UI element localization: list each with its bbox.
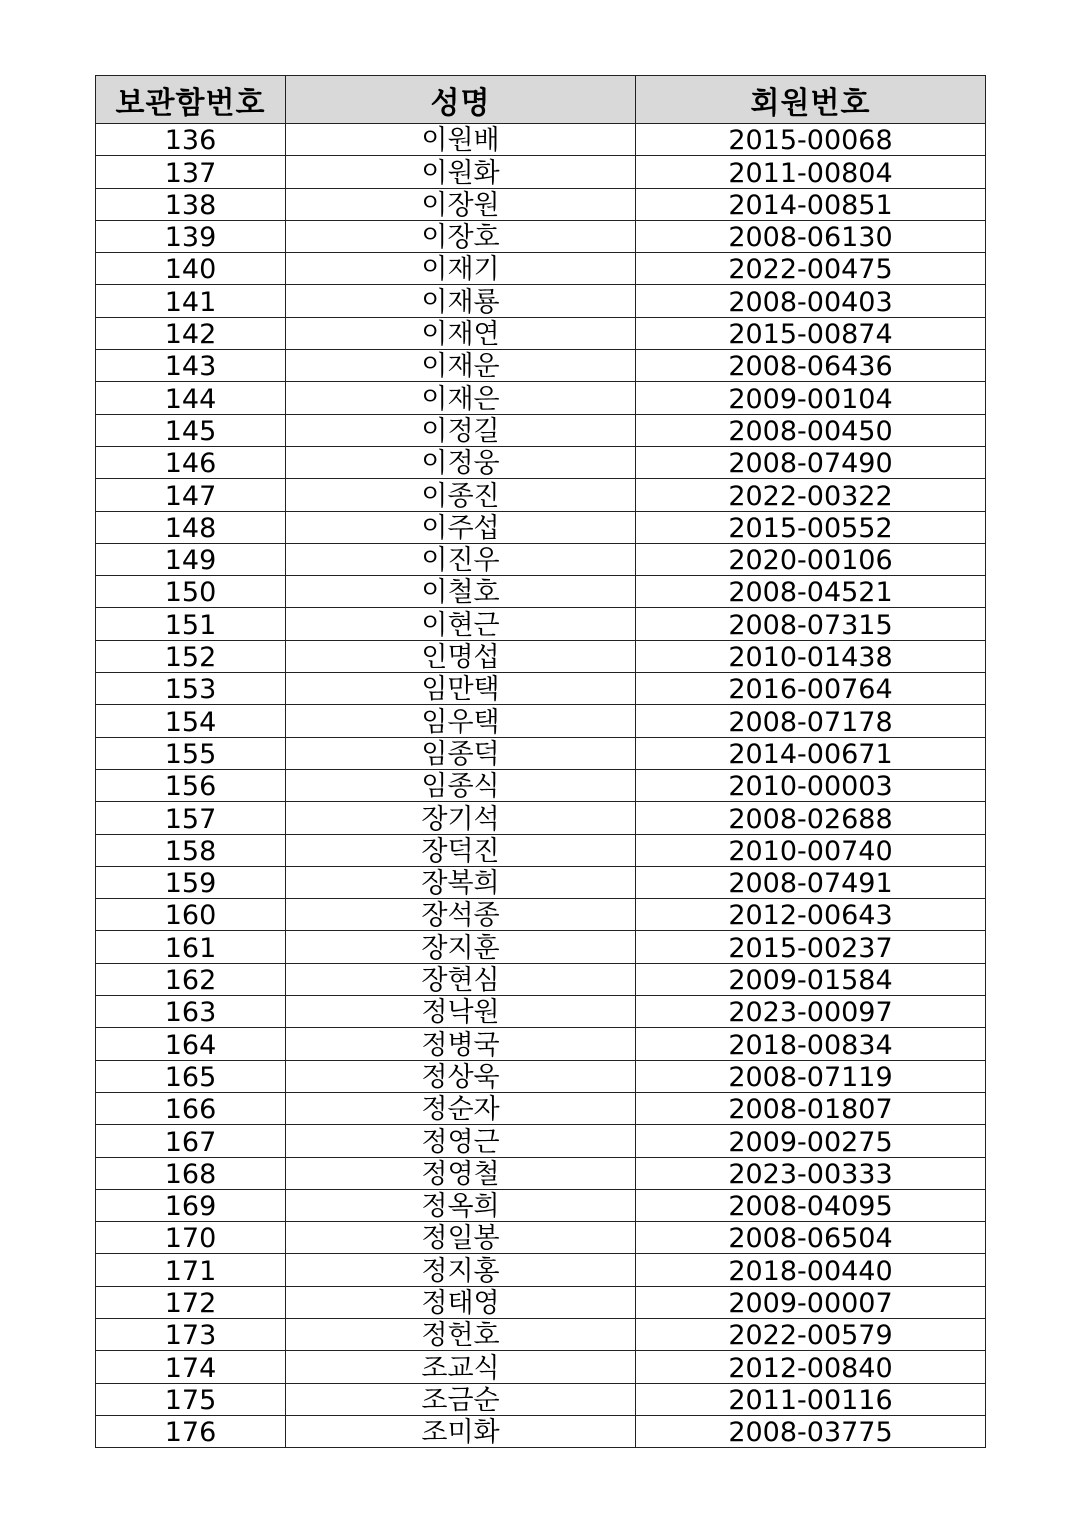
cell-member-number: 2008-04095 <box>636 1189 986 1221</box>
table-row <box>96 156 986 188</box>
cell-name: 정상욱 <box>286 1060 636 1092</box>
cell-name: 이재룡 <box>286 285 636 317</box>
cell-member-number: 2022-00475 <box>636 253 986 285</box>
cell-member-number: 2014-00671 <box>636 737 986 769</box>
cell-name: 이원화 <box>286 156 636 188</box>
table-row <box>96 737 986 769</box>
cell-locker-number: 150 <box>96 576 286 608</box>
cell-member-number: 2008-02688 <box>636 802 986 834</box>
table-row <box>96 802 986 834</box>
table-row <box>96 673 986 705</box>
table-row <box>96 769 986 801</box>
table-row <box>96 382 986 414</box>
cell-locker-number: 164 <box>96 1028 286 1060</box>
cell-name: 장석종 <box>286 899 636 931</box>
cell-name: 이장호 <box>286 220 636 252</box>
table-row <box>96 1189 986 1221</box>
cell-member-number: 2015-00552 <box>636 511 986 543</box>
cell-name: 이재운 <box>286 350 636 382</box>
table-row <box>96 608 986 640</box>
cell-member-number: 2015-00068 <box>636 124 986 156</box>
cell-name: 장덕진 <box>286 834 636 866</box>
header-locker-number: 보관함번호 <box>96 76 286 124</box>
table-row <box>96 705 986 737</box>
table-row <box>96 1318 986 1350</box>
table-row <box>96 350 986 382</box>
cell-name: 조금순 <box>286 1383 636 1415</box>
cell-name: 이재기 <box>286 253 636 285</box>
cell-locker-number: 172 <box>96 1286 286 1318</box>
cell-member-number: 2008-06504 <box>636 1222 986 1254</box>
cell-locker-number: 159 <box>96 866 286 898</box>
cell-member-number: 2008-07490 <box>636 446 986 478</box>
cell-locker-number: 140 <box>96 253 286 285</box>
table-row <box>96 446 986 478</box>
cell-name: 이진우 <box>286 543 636 575</box>
header-member-number: 회원번호 <box>636 76 986 124</box>
cell-name: 이주섭 <box>286 511 636 543</box>
cell-locker-number: 137 <box>96 156 286 188</box>
cell-name: 임종식 <box>286 769 636 801</box>
cell-name: 조교식 <box>286 1351 636 1383</box>
table-row <box>96 253 986 285</box>
cell-member-number: 2011-00116 <box>636 1383 986 1415</box>
table-row <box>96 640 986 672</box>
cell-name: 이원배 <box>286 124 636 156</box>
cell-name: 이장원 <box>286 188 636 220</box>
cell-member-number: 2010-00740 <box>636 834 986 866</box>
cell-name: 이정웅 <box>286 446 636 478</box>
cell-member-number: 2018-00834 <box>636 1028 986 1060</box>
cell-locker-number: 173 <box>96 1318 286 1350</box>
cell-member-number: 2008-07315 <box>636 608 986 640</box>
table-row <box>96 1286 986 1318</box>
cell-member-number: 2009-00104 <box>636 382 986 414</box>
cell-locker-number: 158 <box>96 834 286 866</box>
cell-name: 정순자 <box>286 1092 636 1124</box>
cell-locker-number: 170 <box>96 1222 286 1254</box>
cell-name: 임종덕 <box>286 737 636 769</box>
cell-member-number: 2008-04521 <box>636 576 986 608</box>
cell-member-number: 2009-00275 <box>636 1125 986 1157</box>
cell-name: 정낙원 <box>286 996 636 1028</box>
table-row <box>96 1222 986 1254</box>
cell-name: 임우택 <box>286 705 636 737</box>
cell-locker-number: 165 <box>96 1060 286 1092</box>
cell-member-number: 2008-00450 <box>636 414 986 446</box>
cell-locker-number: 175 <box>96 1383 286 1415</box>
table-row <box>96 479 986 511</box>
cell-name: 이정길 <box>286 414 636 446</box>
cell-locker-number: 142 <box>96 317 286 349</box>
table-body <box>96 124 986 1448</box>
table-row <box>96 317 986 349</box>
cell-name: 정병국 <box>286 1028 636 1060</box>
cell-name: 정헌호 <box>286 1318 636 1350</box>
table-row <box>96 931 986 963</box>
cell-locker-number: 161 <box>96 931 286 963</box>
cell-member-number: 2015-00874 <box>636 317 986 349</box>
cell-locker-number: 145 <box>96 414 286 446</box>
cell-locker-number: 157 <box>96 802 286 834</box>
cell-member-number: 2023-00333 <box>636 1157 986 1189</box>
cell-name: 조미화 <box>286 1415 636 1447</box>
cell-name: 이재은 <box>286 382 636 414</box>
cell-locker-number: 152 <box>96 640 286 672</box>
locker-member-table <box>95 75 986 1448</box>
cell-name: 임만택 <box>286 673 636 705</box>
table-row <box>96 1383 986 1415</box>
cell-name: 정태영 <box>286 1286 636 1318</box>
table-row <box>96 963 986 995</box>
cell-locker-number: 167 <box>96 1125 286 1157</box>
cell-locker-number: 174 <box>96 1351 286 1383</box>
cell-member-number: 2022-00579 <box>636 1318 986 1350</box>
table-row <box>96 124 986 156</box>
cell-locker-number: 146 <box>96 446 286 478</box>
cell-name: 장지훈 <box>286 931 636 963</box>
cell-locker-number: 154 <box>96 705 286 737</box>
cell-name: 정영철 <box>286 1157 636 1189</box>
cell-member-number: 2010-00003 <box>636 769 986 801</box>
table-row <box>96 220 986 252</box>
table-row <box>96 1125 986 1157</box>
cell-member-number: 2008-07491 <box>636 866 986 898</box>
cell-member-number: 2012-00643 <box>636 899 986 931</box>
cell-locker-number: 144 <box>96 382 286 414</box>
table-row <box>96 1092 986 1124</box>
table-row <box>96 1254 986 1286</box>
cell-member-number: 2008-06130 <box>636 220 986 252</box>
table-row <box>96 285 986 317</box>
header-name: 성명 <box>286 76 636 124</box>
cell-member-number: 2010-01438 <box>636 640 986 672</box>
cell-locker-number: 138 <box>96 188 286 220</box>
cell-member-number: 2022-00322 <box>636 479 986 511</box>
cell-locker-number: 153 <box>96 673 286 705</box>
cell-name: 이철호 <box>286 576 636 608</box>
cell-member-number: 2023-00097 <box>636 996 986 1028</box>
cell-member-number: 2009-01584 <box>636 963 986 995</box>
table-row <box>96 866 986 898</box>
cell-member-number: 2008-03775 <box>636 1415 986 1447</box>
table-row <box>96 834 986 866</box>
table-row <box>96 1157 986 1189</box>
cell-name: 인명섭 <box>286 640 636 672</box>
cell-locker-number: 139 <box>96 220 286 252</box>
cell-member-number: 2008-00403 <box>636 285 986 317</box>
cell-locker-number: 151 <box>96 608 286 640</box>
cell-name: 장현심 <box>286 963 636 995</box>
table-row <box>96 511 986 543</box>
table-row <box>96 543 986 575</box>
cell-member-number: 2016-00764 <box>636 673 986 705</box>
cell-locker-number: 147 <box>96 479 286 511</box>
table-row <box>96 1060 986 1092</box>
cell-locker-number: 156 <box>96 769 286 801</box>
cell-member-number: 2018-00440 <box>636 1254 986 1286</box>
cell-locker-number: 169 <box>96 1189 286 1221</box>
cell-locker-number: 148 <box>96 511 286 543</box>
cell-locker-number: 143 <box>96 350 286 382</box>
cell-member-number: 2020-00106 <box>636 543 986 575</box>
cell-name: 이현근 <box>286 608 636 640</box>
cell-locker-number: 166 <box>96 1092 286 1124</box>
cell-name: 정영근 <box>286 1125 636 1157</box>
table-row <box>96 899 986 931</box>
cell-locker-number: 155 <box>96 737 286 769</box>
table-row <box>96 576 986 608</box>
cell-locker-number: 162 <box>96 963 286 995</box>
cell-locker-number: 168 <box>96 1157 286 1189</box>
cell-name: 정일봉 <box>286 1222 636 1254</box>
cell-name: 이종진 <box>286 479 636 511</box>
table-row <box>96 188 986 220</box>
cell-locker-number: 136 <box>96 124 286 156</box>
cell-member-number: 2015-00237 <box>636 931 986 963</box>
cell-name: 정옥희 <box>286 1189 636 1221</box>
table-header <box>96 76 986 124</box>
cell-name: 장기석 <box>286 802 636 834</box>
table-row <box>96 1351 986 1383</box>
cell-member-number: 2011-00804 <box>636 156 986 188</box>
cell-locker-number: 163 <box>96 996 286 1028</box>
cell-member-number: 2008-07178 <box>636 705 986 737</box>
cell-member-number: 2012-00840 <box>636 1351 986 1383</box>
cell-name: 정지홍 <box>286 1254 636 1286</box>
table-row <box>96 1028 986 1060</box>
cell-locker-number: 149 <box>96 543 286 575</box>
cell-locker-number: 171 <box>96 1254 286 1286</box>
cell-locker-number: 176 <box>96 1415 286 1447</box>
cell-member-number: 2014-00851 <box>636 188 986 220</box>
cell-member-number: 2008-06436 <box>636 350 986 382</box>
cell-locker-number: 141 <box>96 285 286 317</box>
cell-locker-number: 160 <box>96 899 286 931</box>
table-row <box>96 1415 986 1447</box>
cell-member-number: 2008-01807 <box>636 1092 986 1124</box>
cell-member-number: 2008-07119 <box>636 1060 986 1092</box>
table-row <box>96 414 986 446</box>
header-row <box>96 76 986 124</box>
table-row <box>96 996 986 1028</box>
cell-member-number: 2009-00007 <box>636 1286 986 1318</box>
cell-name: 장복희 <box>286 866 636 898</box>
cell-name: 이재연 <box>286 317 636 349</box>
